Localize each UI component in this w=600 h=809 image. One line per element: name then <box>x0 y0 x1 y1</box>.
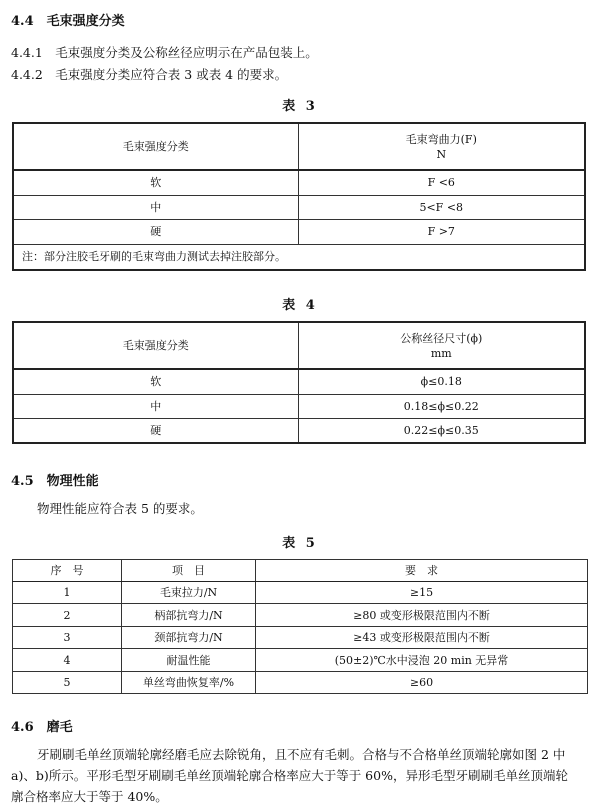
table-3-caption: 表 3 <box>282 99 318 114</box>
table-4-col1-header: 毛束强度分类 <box>13 322 298 369</box>
table-5-no-cell: 3 <box>13 627 122 649</box>
table-3-col2-header-unit: N <box>436 147 447 161</box>
table-4-col2-header <box>298 322 585 369</box>
table-3-col2-header-line1: 毛束弯曲力(F) <box>405 132 477 146</box>
table-5-req-cell: (50±2)℃水中浸泡 20 min 无异常 <box>256 649 588 672</box>
table-5-no-cell: 2 <box>13 604 122 627</box>
table-5-no-header: 序 号 <box>13 560 122 582</box>
table-row <box>13 195 585 219</box>
table-row <box>13 627 588 649</box>
section-4-5-text: 物理性能应符合表 5 的要求。 <box>37 501 203 516</box>
table-row <box>13 394 585 418</box>
clause-4-4-1: 4.4.1 毛束强度分类及公称丝径应明示在产品包装上。 <box>11 45 318 60</box>
table-row <box>13 604 588 627</box>
table-4-value-cell: 0.18≤ϕ≤0.22 <box>298 394 585 418</box>
clause-4-4-2: 4.4.2 毛束强度分类应符合表 3 或表 4 的要求。 <box>11 67 288 82</box>
table-row <box>13 672 588 694</box>
table-5-item-header: 项 目 <box>122 560 256 582</box>
table-3-class-cell: 中 <box>13 195 298 219</box>
table-3-value-cell: F <6 <box>298 170 585 195</box>
table-5-item-cell: 柄部抗弯力/N <box>122 604 256 627</box>
table-5-req-cell: ≥80 或变形极限范围内不断 <box>256 604 588 627</box>
table-5-no-cell: 1 <box>13 582 122 604</box>
table-3-value-cell: F >7 <box>298 219 585 244</box>
table-4-col2-header-line1: 公称丝径尺寸(ϕ) <box>400 331 483 345</box>
section-4-6-line-1: 牙刷刷毛单丝顶端轮廓经磨毛应去除锐角，且不应有毛刺。合格与不合格单丝顶端轮廓如图 2 中 <box>37 747 566 762</box>
table-row <box>13 582 588 604</box>
table-5-req-cell: ≥60 <box>256 672 588 694</box>
table-5 <box>12 559 588 694</box>
table-3-value-cell: 5<F <8 <box>298 195 585 219</box>
table-5-req-cell: ≥43 或变形极限范围内不断 <box>256 627 588 649</box>
table-4-col2-header-unit: mm <box>430 346 452 360</box>
table-4-value-cell: 0.22≤ϕ≤0.35 <box>298 418 585 443</box>
table-4-value-cell: ϕ≤0.18 <box>298 369 585 394</box>
table-4-caption: 表 4 <box>282 298 318 313</box>
table-4-class-cell: 软 <box>13 369 298 394</box>
table-row <box>13 170 585 195</box>
table-5-no-cell: 4 <box>13 649 122 672</box>
table-5-header-row <box>13 560 588 582</box>
table-row <box>13 649 588 672</box>
table-3-col1-header: 毛束强度分类 <box>13 123 298 170</box>
table-3-col2-header <box>298 123 585 170</box>
section-4-6-line-3: 廓合格率应大于等于 40%。 <box>11 789 168 804</box>
table-3-header-row <box>13 123 585 170</box>
table-row <box>13 369 585 394</box>
table-5-req-cell: ≥15 <box>256 582 588 604</box>
table-4-class-cell: 硬 <box>13 418 298 443</box>
table-5-caption: 表 5 <box>282 536 318 551</box>
section-4-6-heading: 4.6 磨毛 <box>11 720 73 735</box>
section-4-4-heading: 4.4 毛束强度分类 <box>11 14 125 29</box>
table-5-item-cell: 毛束拉力/N <box>122 582 256 604</box>
table-4-class-cell: 中 <box>13 394 298 418</box>
table-5-req-header: 要 求 <box>256 560 588 582</box>
table-4 <box>12 321 586 444</box>
section-4-5-heading: 4.5 物理性能 <box>11 474 99 489</box>
table-5-item-cell: 颈部抗弯力/N <box>122 627 256 649</box>
table-5-no-cell: 5 <box>13 672 122 694</box>
table-4-header-row <box>13 322 585 369</box>
table-row <box>13 418 585 443</box>
table-3-note: 注：部分注胶毛牙刷的毛束弯曲力测试去掉注胶部分。 <box>13 244 585 270</box>
table-5-item-cell: 耐温性能 <box>122 649 256 672</box>
section-4-6-line-2: a)、b)所示。平形毛型牙刷刷毛单丝顶端轮廓合格率应大于等于 60%，异形毛型牙刷刷毛单丝顶端轮 <box>11 768 568 783</box>
table-5-item-cell: 单丝弯曲恢复率/% <box>122 672 256 694</box>
table-3-note-row <box>13 244 585 270</box>
table-3-class-cell: 软 <box>13 170 298 195</box>
table-3 <box>12 122 586 271</box>
table-3-class-cell: 硬 <box>13 219 298 244</box>
table-row <box>13 219 585 244</box>
